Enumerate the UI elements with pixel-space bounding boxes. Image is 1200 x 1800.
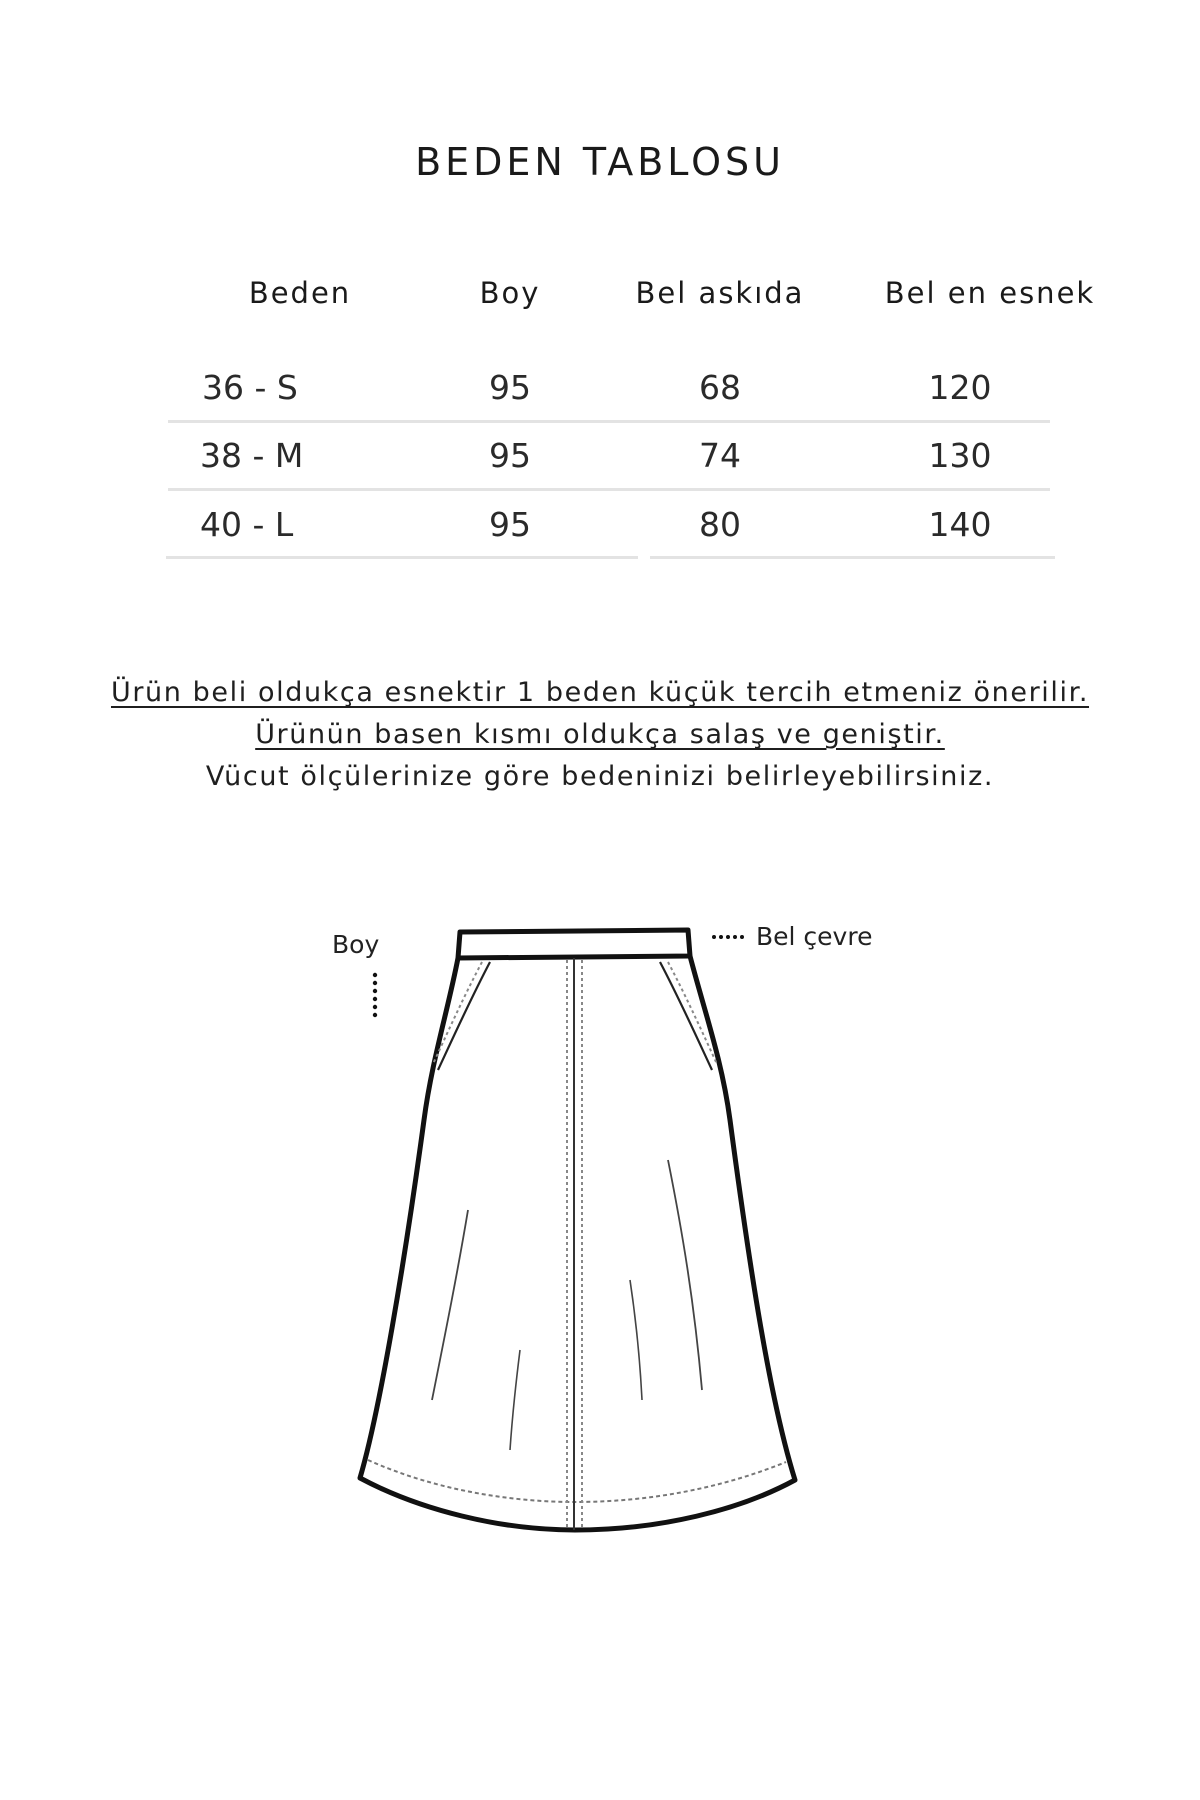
- header-size: Beden: [248, 276, 352, 310]
- header-waist-relaxed: Bel askıda: [635, 276, 805, 310]
- note-hip-fit: Ürünün basen kısmı oldukça salaş ve geniştir.: [255, 719, 945, 750]
- length-label: Boy: [332, 930, 380, 959]
- waist-relaxed-cell: 68: [699, 368, 741, 407]
- fold-line: [630, 1280, 642, 1400]
- waist-stretched-cell: 130: [928, 436, 992, 475]
- hem-stitch: [368, 1460, 786, 1502]
- waist-relaxed-cell: 80: [699, 505, 741, 544]
- fold-line: [668, 1160, 702, 1390]
- row-divider: [168, 488, 1050, 491]
- waist-stretched-cell: 120: [928, 368, 992, 407]
- size-cell: 40 - L: [200, 505, 294, 544]
- length-cell: 95: [489, 436, 531, 475]
- left-pocket-stitch: [433, 962, 482, 1064]
- fold-line: [432, 1210, 468, 1400]
- page-title: BEDEN TABLOSU: [415, 140, 785, 184]
- waist-stretched-cell: 140: [928, 505, 992, 544]
- left-pocket: [438, 962, 490, 1070]
- right-pocket: [660, 962, 712, 1070]
- header-length: Boy: [479, 276, 541, 310]
- size-cell: 36 - S: [202, 368, 298, 407]
- length-cell: 95: [489, 505, 531, 544]
- waist-label: Bel çevre: [756, 922, 873, 951]
- notes: [0, 672, 1200, 798]
- size-cell: 38 - M: [200, 436, 304, 475]
- right-pocket-stitch: [668, 962, 717, 1064]
- row-divider: [650, 556, 1055, 559]
- length-marker: [373, 973, 377, 1017]
- skirt-outline: [360, 956, 795, 1530]
- waistband: [458, 930, 690, 958]
- note-measure-advice: Vücut ölçülerinize göre bedeninizi belirleyebilirsiniz.: [205, 761, 995, 792]
- fold-line: [510, 1350, 520, 1450]
- waist-relaxed-cell: 74: [699, 436, 741, 475]
- row-divider: [168, 420, 1050, 423]
- header-waist-stretched: Bel en esnek: [884, 276, 1096, 310]
- note-waist-stretch: Ürün beli oldukça esnektir 1 beden küçük tercih etmeniz önerilir.: [110, 677, 1090, 708]
- length-cell: 95: [489, 368, 531, 407]
- row-divider: [166, 556, 638, 559]
- waist-marker: [712, 935, 744, 939]
